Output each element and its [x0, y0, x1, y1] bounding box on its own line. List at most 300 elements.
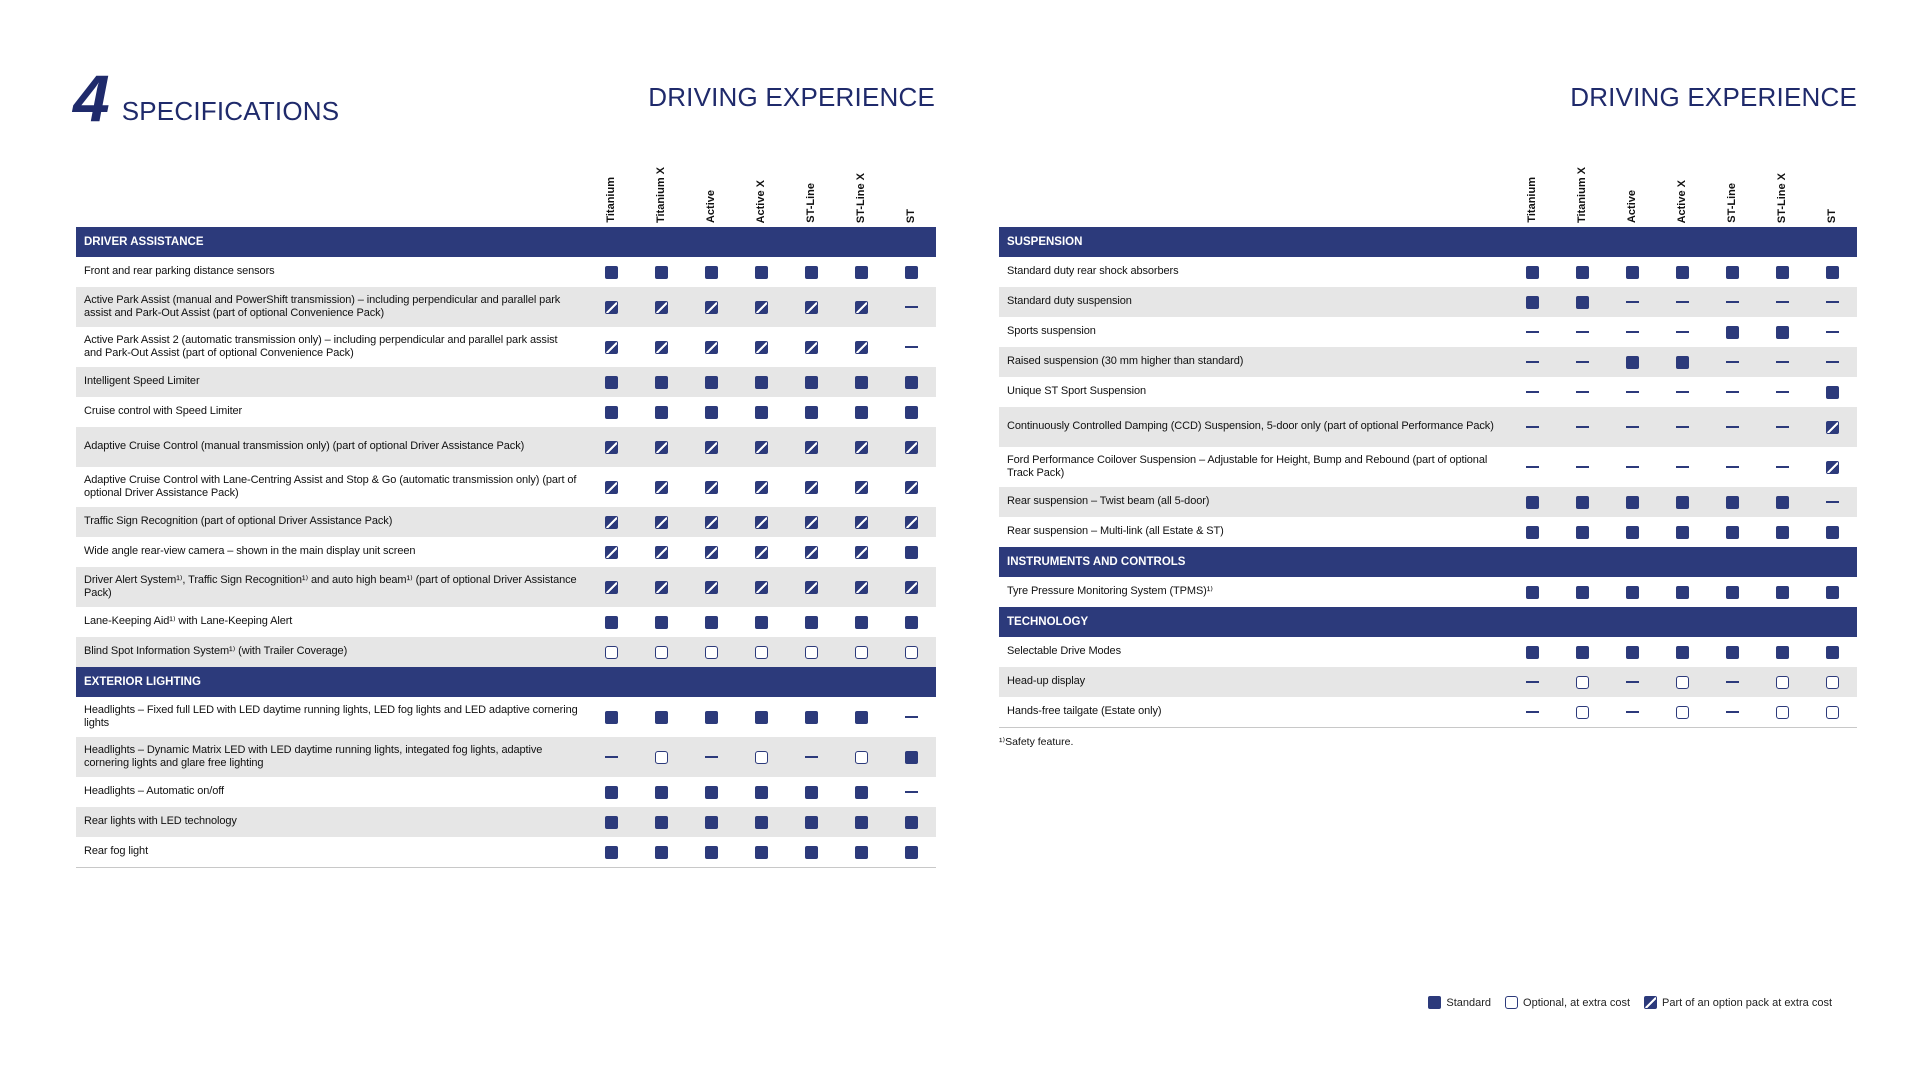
- not-available-dash-icon: [1626, 301, 1639, 303]
- column-headers: [999, 155, 1857, 227]
- availability-cell: [886, 786, 936, 799]
- table-row: [999, 637, 1857, 667]
- not-available-dash-icon: [1576, 361, 1589, 363]
- availability-cell: [1657, 496, 1707, 509]
- option-pack-icon: [755, 581, 768, 594]
- feature-label: Ford Performance Coilover Suspension – Adjustable for Height, Bump and Rebound (part of optional Track Pack): [1007, 453, 1488, 479]
- standard-icon: [605, 376, 618, 389]
- availability-cell: [1707, 461, 1757, 474]
- option-pack-icon: [755, 341, 768, 354]
- availability-cells: [1507, 706, 1857, 719]
- availability-cell: [1707, 676, 1757, 689]
- table-row: [999, 317, 1857, 347]
- availability-cell: [1807, 496, 1857, 509]
- availability-cell: [886, 581, 936, 594]
- standard-icon: [1526, 646, 1539, 659]
- availability-cells: [586, 846, 936, 859]
- standard-icon: [655, 786, 668, 799]
- left-spec-table: [76, 155, 936, 868]
- availability-cell: [1657, 421, 1707, 434]
- optional-icon: [855, 646, 868, 659]
- standard-icon: [755, 816, 768, 829]
- standard-icon: [1726, 266, 1739, 279]
- availability-cell: [1807, 266, 1857, 279]
- availability-cell: [1607, 326, 1657, 339]
- availability-cells: [586, 751, 936, 764]
- option-pack-icon: [855, 301, 868, 314]
- availability-cell: [586, 441, 636, 454]
- availability-cell: [1607, 461, 1657, 474]
- column-header: [904, 151, 918, 223]
- option-pack-icon: [605, 516, 618, 529]
- availability-cell: [1507, 266, 1557, 279]
- availability-cell: [686, 711, 736, 724]
- availability-cell: [886, 546, 936, 559]
- availability-cell: [836, 516, 886, 529]
- standard-icon: [705, 616, 718, 629]
- standard-icon: [1526, 296, 1539, 309]
- availability-cell: [736, 816, 786, 829]
- table-row: [999, 667, 1857, 697]
- optional-icon: [905, 646, 918, 659]
- column-header-label: Titanium X: [1576, 166, 1588, 223]
- optional-icon: [655, 751, 668, 764]
- not-available-dash-icon: [1676, 301, 1689, 303]
- column-header: [604, 151, 618, 223]
- option-pack-icon: [855, 581, 868, 594]
- availability-cell: [786, 711, 836, 724]
- standard-icon: [1576, 496, 1589, 509]
- standard-icon: [1576, 266, 1589, 279]
- optional-icon: [755, 646, 768, 659]
- availability-cell: [1757, 676, 1807, 689]
- availability-cell: [1757, 296, 1807, 309]
- availability-cell: [836, 376, 886, 389]
- standard-icon: [1726, 496, 1739, 509]
- table-row: [76, 537, 936, 567]
- standard-icon: [705, 376, 718, 389]
- table-row: [76, 367, 936, 397]
- availability-cell: [1807, 326, 1857, 339]
- availability-cell: [1557, 296, 1607, 309]
- column-header: [754, 151, 768, 223]
- option-pack-icon: [805, 546, 818, 559]
- availability-cell: [1507, 676, 1557, 689]
- optional-icon: [1505, 996, 1518, 1009]
- availability-cell: [786, 376, 836, 389]
- standard-icon: [1576, 526, 1589, 539]
- table-bottom-rule: [999, 727, 1857, 728]
- standard-icon: [905, 406, 918, 419]
- standard-icon: [605, 266, 618, 279]
- table-row: [76, 607, 936, 637]
- standard-icon: [1726, 526, 1739, 539]
- availability-cell: [1557, 676, 1607, 689]
- availability-cell: [1807, 676, 1857, 689]
- column-header-label: Titanium X: [655, 166, 667, 223]
- section-header-bar: INSTRUMENTS AND CONTROLS: [999, 547, 1857, 577]
- standard-icon: [1576, 646, 1589, 659]
- optional-icon: [755, 751, 768, 764]
- option-pack-icon: [605, 481, 618, 494]
- column-header: [1825, 151, 1839, 223]
- column-header-label: ST-Line: [805, 183, 817, 223]
- availability-cell: [1757, 526, 1807, 539]
- option-pack-icon: [705, 301, 718, 314]
- availability-cell: [836, 846, 886, 859]
- standard-icon: [1776, 646, 1789, 659]
- availability-cell: [836, 546, 886, 559]
- availability-cell: [636, 816, 686, 829]
- availability-cell: [886, 406, 936, 419]
- standard-icon: [655, 711, 668, 724]
- table-row: [999, 577, 1857, 607]
- feature-label: Wide angle rear-view camera – shown in the main display unit screen: [84, 545, 416, 558]
- optional-icon: [1676, 706, 1689, 719]
- standard-icon: [655, 406, 668, 419]
- availability-cell: [786, 406, 836, 419]
- standard-icon: [1626, 646, 1639, 659]
- option-pack-icon: [655, 441, 668, 454]
- option-pack-icon: [705, 546, 718, 559]
- availability-cells: [586, 646, 936, 659]
- table-row: [76, 777, 936, 807]
- availability-cell: [1607, 296, 1657, 309]
- standard-icon: [605, 406, 618, 419]
- availability-cell: [886, 816, 936, 829]
- availability-cells: [1507, 646, 1857, 659]
- availability-cell: [1807, 586, 1857, 599]
- availability-cell: [636, 711, 686, 724]
- optional-icon: [1826, 706, 1839, 719]
- not-available-dash-icon: [1576, 426, 1589, 428]
- option-pack-icon: [755, 516, 768, 529]
- availability-cell: [686, 266, 736, 279]
- availability-cell: [786, 616, 836, 629]
- availability-cell: [686, 581, 736, 594]
- availability-cell: [886, 646, 936, 659]
- feature-label: Standard duty rear shock absorbers: [1007, 265, 1179, 278]
- column-header-label: ST-Line: [1726, 183, 1738, 223]
- column-header: [804, 151, 818, 223]
- not-available-dash-icon: [1776, 391, 1789, 393]
- availability-cell: [636, 751, 686, 764]
- legend-pack: [1644, 996, 1832, 1009]
- standard-icon: [1826, 386, 1839, 399]
- availability-cell: [736, 711, 786, 724]
- availability-cell: [1657, 386, 1707, 399]
- availability-cell: [1757, 356, 1807, 369]
- standard-icon: [1776, 526, 1789, 539]
- availability-cell: [736, 516, 786, 529]
- availability-cell: [736, 581, 786, 594]
- availability-cells: [586, 441, 936, 454]
- availability-cell: [636, 441, 686, 454]
- table-row: [999, 447, 1857, 487]
- optional-icon: [1576, 706, 1589, 719]
- standard-icon: [1676, 266, 1689, 279]
- standard-icon: [1526, 526, 1539, 539]
- option-pack-icon: [1826, 421, 1839, 434]
- feature-label: Head-up display: [1007, 675, 1085, 688]
- option-pack-icon: [855, 516, 868, 529]
- standard-icon: [805, 816, 818, 829]
- availability-cells: [586, 546, 936, 559]
- legend-standard: [1428, 996, 1491, 1009]
- availability-cell: [886, 751, 936, 764]
- option-pack-icon: [805, 481, 818, 494]
- standard-icon: [1826, 646, 1839, 659]
- availability-cell: [736, 301, 786, 314]
- column-header-label: Active: [1626, 189, 1638, 223]
- availability-cell: [1557, 356, 1607, 369]
- standard-icon: [855, 786, 868, 799]
- option-pack-icon: [755, 481, 768, 494]
- not-available-dash-icon: [1676, 391, 1689, 393]
- availability-cell: [586, 301, 636, 314]
- availability-cell: [1657, 326, 1707, 339]
- table-row: [76, 737, 936, 777]
- not-available-dash-icon: [1526, 681, 1539, 683]
- standard-icon: [755, 711, 768, 724]
- column-header: [1525, 151, 1539, 223]
- not-available-dash-icon: [1826, 501, 1839, 503]
- availability-cell: [1757, 266, 1807, 279]
- standard-icon: [1526, 266, 1539, 279]
- option-pack-icon: [655, 481, 668, 494]
- availability-cell: [636, 786, 686, 799]
- availability-cell: [1507, 646, 1557, 659]
- section-header-bar: DRIVER ASSISTANCE: [76, 227, 936, 257]
- availability-cells: [1507, 266, 1857, 279]
- availability-cell: [786, 441, 836, 454]
- availability-cell: [836, 266, 886, 279]
- availability-cell: [586, 481, 636, 494]
- feature-label: Sports suspension: [1007, 325, 1096, 338]
- option-pack-icon: [705, 441, 718, 454]
- standard-icon: [605, 846, 618, 859]
- availability-cell: [636, 616, 686, 629]
- table-row: [76, 697, 936, 737]
- availability-cell: [686, 816, 736, 829]
- standard-icon: [1428, 996, 1441, 1009]
- not-available-dash-icon: [1576, 331, 1589, 333]
- availability-cell: [686, 616, 736, 629]
- availability-cell: [886, 516, 936, 529]
- availability-cell: [836, 406, 886, 419]
- availability-cells: [1507, 676, 1857, 689]
- availability-cell: [686, 786, 736, 799]
- availability-cell: [636, 376, 686, 389]
- standard-icon: [1676, 496, 1689, 509]
- feature-label: Active Park Assist (manual and PowerShift transmission) – including perpendicular and parallel park assist and Park-Out Assist (part of optional Convenience Pack): [84, 293, 561, 319]
- not-available-dash-icon: [1526, 361, 1539, 363]
- standard-icon: [755, 846, 768, 859]
- table-row: [999, 517, 1857, 547]
- availability-cell: [886, 376, 936, 389]
- column-header: [704, 151, 718, 223]
- standard-icon: [755, 376, 768, 389]
- option-pack-icon: [1644, 996, 1657, 1009]
- availability-cell: [1707, 496, 1757, 509]
- option-pack-icon: [705, 581, 718, 594]
- not-available-dash-icon: [1826, 331, 1839, 333]
- footnote: ¹⁾Safety feature.: [999, 736, 1074, 748]
- availability-cell: [586, 406, 636, 419]
- availability-cell: [586, 581, 636, 594]
- availability-cell: [836, 341, 886, 354]
- not-available-dash-icon: [1676, 331, 1689, 333]
- option-pack-icon: [855, 441, 868, 454]
- availability-cells: [586, 816, 936, 829]
- not-available-dash-icon: [1726, 361, 1739, 363]
- standard-icon: [1826, 526, 1839, 539]
- availability-cell: [1707, 356, 1757, 369]
- availability-cell: [1807, 386, 1857, 399]
- table-row: [76, 837, 936, 867]
- standard-icon: [705, 846, 718, 859]
- availability-cell: [786, 846, 836, 859]
- availability-cell: [636, 266, 686, 279]
- availability-cell: [1607, 646, 1657, 659]
- standard-icon: [1776, 496, 1789, 509]
- availability-cells: [586, 711, 936, 724]
- table-row: [76, 257, 936, 287]
- availability-cell: [1657, 461, 1707, 474]
- standard-icon: [755, 406, 768, 419]
- standard-icon: [805, 406, 818, 419]
- right-page-title: DRIVING EXPERIENCE: [1570, 82, 1857, 112]
- standard-icon: [655, 266, 668, 279]
- availability-cell: [686, 646, 736, 659]
- availability-cell: [636, 516, 686, 529]
- availability-cell: [886, 266, 936, 279]
- option-pack-icon: [805, 441, 818, 454]
- availability-cell: [886, 481, 936, 494]
- feature-label: Unique ST Sport Suspension: [1007, 385, 1147, 398]
- optional-icon: [605, 646, 618, 659]
- not-available-dash-icon: [1526, 331, 1539, 333]
- availability-cell: [586, 376, 636, 389]
- availability-cell: [686, 301, 736, 314]
- availability-cell: [1707, 646, 1757, 659]
- availability-cell: [736, 616, 786, 629]
- availability-cell: [1657, 526, 1707, 539]
- availability-cell: [886, 341, 936, 354]
- option-pack-icon: [855, 481, 868, 494]
- availability-cell: [686, 376, 736, 389]
- availability-cell: [686, 846, 736, 859]
- optional-icon: [1826, 676, 1839, 689]
- availability-cell: [836, 786, 886, 799]
- not-available-dash-icon: [1626, 711, 1639, 713]
- not-available-dash-icon: [1726, 681, 1739, 683]
- feature-label: Rear fog light: [84, 845, 149, 858]
- availability-cells: [586, 786, 936, 799]
- availability-cell: [636, 406, 686, 419]
- feature-label: Headlights – Fixed full LED with LED daytime running lights, LED fog lights and LED adaptive cornering lights: [84, 703, 578, 729]
- availability-cell: [686, 406, 736, 419]
- availability-cell: [736, 266, 786, 279]
- availability-cells: [586, 516, 936, 529]
- not-available-dash-icon: [1776, 361, 1789, 363]
- availability-cell: [1557, 461, 1607, 474]
- option-pack-icon: [755, 441, 768, 454]
- availability-cells: [1507, 326, 1857, 339]
- availability-cell: [786, 581, 836, 594]
- column-header-label: ST: [1826, 208, 1838, 223]
- standard-icon: [1726, 646, 1739, 659]
- option-pack-icon: [705, 481, 718, 494]
- not-available-dash-icon: [1776, 301, 1789, 303]
- column-header-label: ST: [905, 208, 917, 223]
- availability-cell: [1657, 706, 1707, 719]
- availability-cell: [636, 546, 686, 559]
- option-pack-icon: [855, 341, 868, 354]
- table-row: [999, 697, 1857, 727]
- option-pack-icon: [655, 341, 668, 354]
- availability-cell: [736, 751, 786, 764]
- table-row: [76, 507, 936, 537]
- availability-cell: [586, 816, 636, 829]
- optional-icon: [1776, 676, 1789, 689]
- standard-icon: [755, 786, 768, 799]
- table-row: [76, 467, 936, 507]
- standard-icon: [705, 816, 718, 829]
- option-pack-icon: [705, 341, 718, 354]
- option-pack-icon: [855, 546, 868, 559]
- not-available-dash-icon: [1776, 426, 1789, 428]
- availability-cell: [1507, 526, 1557, 539]
- availability-cell: [1807, 526, 1857, 539]
- availability-cell: [586, 646, 636, 659]
- standard-icon: [1676, 356, 1689, 369]
- availability-cell: [586, 846, 636, 859]
- availability-cell: [1607, 266, 1657, 279]
- option-pack-icon: [655, 546, 668, 559]
- not-available-dash-icon: [1726, 711, 1739, 713]
- right-spec-table: [999, 155, 1857, 748]
- legend-optional: [1505, 996, 1630, 1009]
- availability-cell: [636, 646, 686, 659]
- availability-cells: [1507, 296, 1857, 309]
- not-available-dash-icon: [905, 716, 918, 718]
- feature-label: Traffic Sign Recognition (part of optional Driver Assistance Pack): [84, 515, 393, 528]
- feature-label: Headlights – Automatic on/off: [84, 785, 224, 798]
- availability-cell: [586, 516, 636, 529]
- option-pack-icon: [705, 516, 718, 529]
- feature-label: Rear suspension – Multi-link (all Estate & ST): [1007, 525, 1224, 538]
- standard-icon: [1776, 586, 1789, 599]
- availability-cell: [786, 481, 836, 494]
- standard-icon: [1726, 326, 1739, 339]
- not-available-dash-icon: [905, 346, 918, 348]
- standard-icon: [1626, 266, 1639, 279]
- not-available-dash-icon: [1576, 391, 1589, 393]
- availability-cells: [1507, 421, 1857, 434]
- availability-cell: [836, 616, 886, 629]
- availability-cells: [1507, 386, 1857, 399]
- not-available-dash-icon: [1676, 426, 1689, 428]
- availability-cell: [1557, 496, 1607, 509]
- table-row: [76, 287, 936, 327]
- standard-icon: [705, 711, 718, 724]
- standard-icon: [755, 266, 768, 279]
- availability-cell: [1557, 266, 1607, 279]
- availability-cell: [1507, 326, 1557, 339]
- availability-cell: [1807, 646, 1857, 659]
- column-header-label: ST-Line X: [855, 172, 867, 223]
